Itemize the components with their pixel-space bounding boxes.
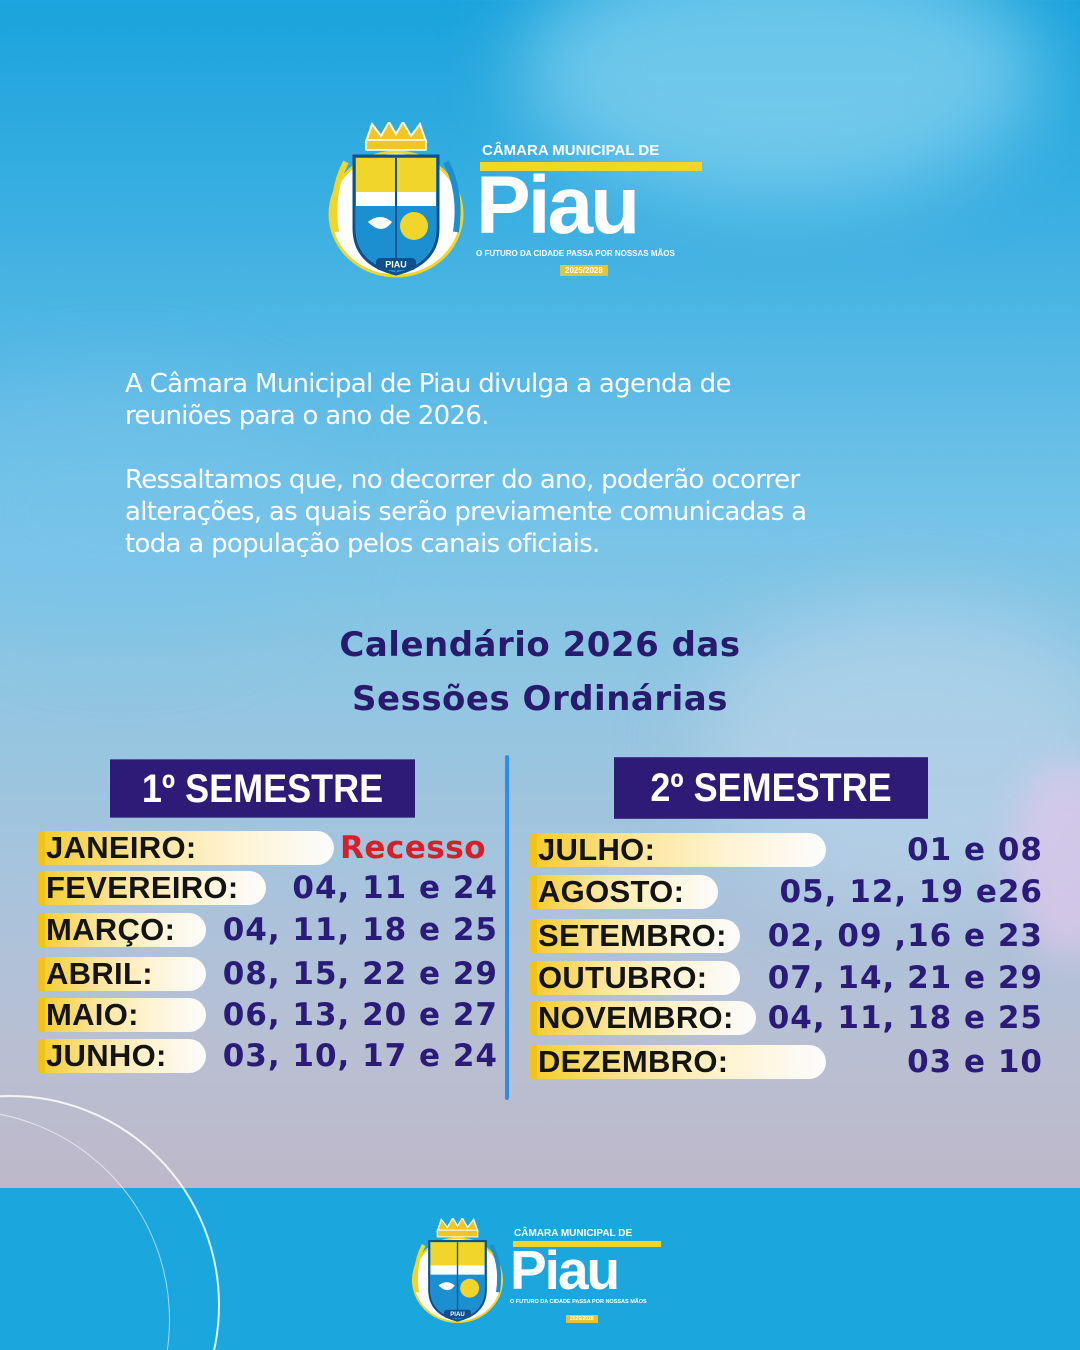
month-row: [530, 1042, 1045, 1080]
month-label: AGOSTO:: [538, 874, 685, 909]
month-row: [38, 910, 498, 948]
month-label: OUTUBRO:: [538, 960, 708, 995]
svg-text:PIAU: PIAU: [450, 1312, 465, 1319]
month-label: JANEIRO:: [46, 830, 197, 865]
calendar-title-line-1: Calendário 2026 das: [339, 625, 741, 665]
month-dates: 07, 14, 21 e 29: [767, 960, 1043, 996]
month-row: [38, 828, 498, 866]
intro-paragraph-2: Ressaltamos que, no decorrer do ano, poderão ocorrer alterações, as quais serão previamente comunicadas a toda a população pelos canais oficiais.: [125, 465, 807, 559]
logo-name: Piau: [476, 160, 638, 251]
month-dates: Recesso: [340, 830, 486, 866]
month-label: JULHO:: [538, 832, 656, 867]
month-row: [530, 958, 1045, 996]
logo-slogan: O FUTURO DA CIDADE PASSA POR NOSSAS MÃOS: [476, 249, 675, 258]
month-dates: 05, 12, 19 e26: [779, 874, 1043, 910]
month-label: MARÇO:: [46, 912, 176, 947]
footer-logo: [410, 1218, 670, 1328]
logo-term: 2025/2028: [566, 1315, 598, 1323]
calendar-title-line-2: Sessões Ordinárias: [352, 679, 728, 719]
intro-text: [125, 368, 945, 560]
coat-of-arms-icon: [410, 1218, 505, 1326]
header-logo: [326, 122, 716, 282]
intro-paragraph-1: A Câmara Municipal de Piau divulga a agenda de reuniões para o ano de 2026.: [125, 369, 731, 431]
svg-text:PIAU: PIAU: [385, 259, 407, 270]
logo-kicker: CÂMARA MUNICIPAL DE: [482, 142, 660, 159]
coat-of-arms-icon: [326, 122, 466, 282]
logo-kicker: CÂMARA MUNICIPAL DE: [514, 1228, 633, 1239]
month-dates: 02, 09 ,16 e 23: [767, 918, 1043, 954]
semester-divider: [505, 755, 509, 1100]
month-dates: 04, 11 e 24: [292, 870, 498, 906]
month-label: JUNHO:: [46, 1038, 167, 1073]
month-row: [530, 830, 1045, 868]
month-label: FEVEREIRO:: [46, 870, 239, 905]
calendar-title: [240, 618, 840, 726]
month-dates: 08, 15, 22 e 29: [222, 956, 498, 992]
month-label: ABRIL:: [46, 956, 153, 991]
semester-2-header: 2º SEMESTRE: [614, 757, 928, 819]
month-row: [530, 916, 1045, 954]
month-label: NOVEMBRO:: [538, 1000, 734, 1035]
logo-slogan: O FUTURO DA CIDADE PASSA POR NOSSAS MÃOS: [510, 1299, 647, 1305]
month-row: [38, 995, 498, 1033]
month-label: DEZEMBRO:: [538, 1044, 729, 1079]
month-row: [530, 998, 1045, 1036]
month-dates: 04, 11, 18 e 25: [767, 1000, 1043, 1036]
month-dates: 03 e 10: [907, 1044, 1043, 1080]
month-dates: 04, 11, 18 e 25: [222, 912, 498, 948]
logo-term: 2025/2028: [560, 265, 608, 276]
month-row: [38, 1036, 498, 1074]
month-dates: 01 e 08: [907, 832, 1043, 868]
month-row: [38, 868, 498, 906]
month-label: SETEMBRO:: [538, 918, 727, 953]
logo-name: Piau: [510, 1239, 619, 1301]
month-dates: 06, 13, 20 e 27: [222, 997, 498, 1033]
month-dates: 03, 10, 17 e 24: [222, 1038, 498, 1074]
semester-1-header: 1º SEMESTRE: [110, 759, 415, 817]
month-row: [38, 954, 498, 992]
month-label: MAIO:: [46, 997, 139, 1032]
month-row: [530, 872, 1045, 910]
